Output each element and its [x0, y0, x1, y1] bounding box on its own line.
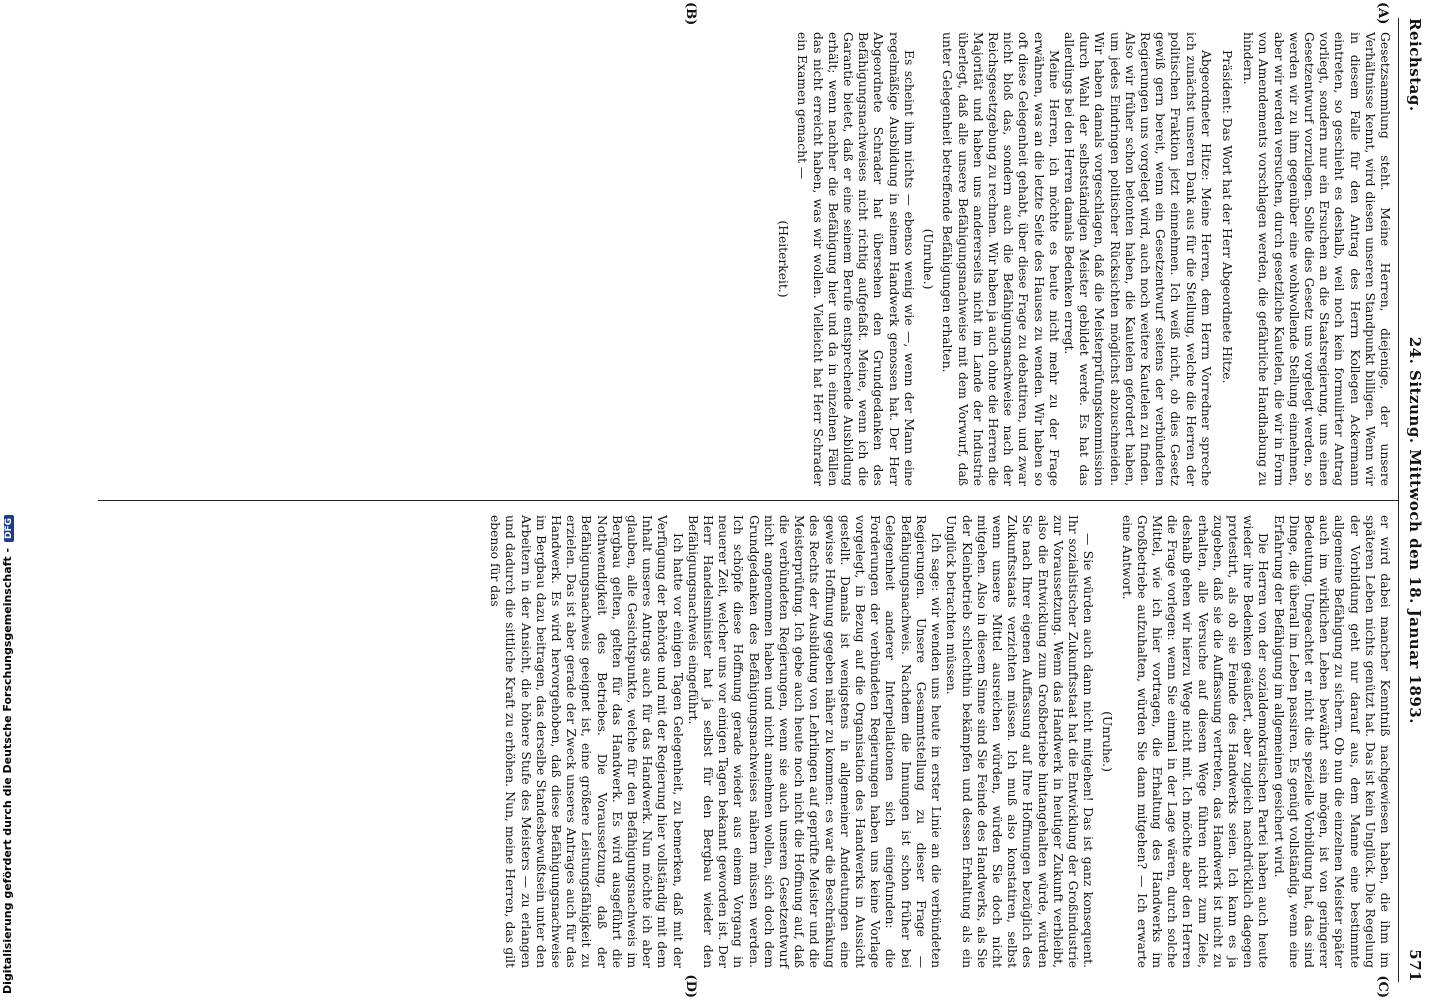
- left-column: [98, 18, 1398, 500]
- footer-text: Digitalisierung gefördert durch die Deutsche Forschungsgemeinschaft -: [1, 547, 14, 994]
- paragraph: Ich sage: wir wenden uns heute in erster Linie an die verbündeten Regierungen. Unsere Gesammtstellung zu dieser Frage — Befähigungsnachweis. Nachdem die Innungen ist schon früher bei Gelegenheit anderer Interpellationen sich eingefunden: die Forderungen der verbündeten Regierungen haben uns keine Vorlage vorgelegt, in Bezug auf die Organisation des Handwerks in Aussicht gestellt. Damals ist wenigstens in allgemeiner Andeutungen eine gewisse Hoffnung gegeben näher zu kommen: es war die Beschränkung des Rechts der Ausbildung von Lehrlingen auf geprüfte Meister und die Meisterprüfung. Ich gebe auch heute noch nicht die Hoffnung auf, daß die verbündeten Regierungen, wenn sie auch unseren Gesetzentwurf nicht angenommen haben und nicht annehmen wollen, sich doch dem Grundgedanken des Befähigungsnachweises nähern müssen werden. Ich schöpfe diese Hoffnung gerade wieder aus einem Vorgang in neuerer Zeit, welcher uns vor einigen Tagen bekannt geworden ist. Der Herr Handelsminister hat ja selbst für den Bergbau wieder den Befähigungsnachweis eingeführt.: [685, 515, 944, 968]
- paragraph: Abgeordneter Hitze: Meine Herren, dem Herrn Vorredner spreche ich zunächst unseren Dank aus für die Stellung, welche die Herren der politischen Fraktion jetzt einnehmen. Ich weiß nicht, ob dies Gesetz gewiß gern bereit, wenn ein Gesetzentwurf seitens der verbündeten Regierungen uns vorgelegt wird, auch noch weitere Kautelen zu finden. Also wir früher schon betonten haben, die Kautelen gefordert haben, um jedes Eindringen politischer Rücksichten möglichst abzuschneiden. Wir haben damals vorgeschlagen, daß die Meisterprüfungskommission durch Wahl der selbstständigen Meister gebildet werde. Es hat das allerdings bei den Herren damals Bedenken erregt.: [1061, 32, 1213, 486]
- interjection: (Unruhe.): [1100, 711, 1115, 772]
- page-header: [1398, 18, 1424, 982]
- right-column: [98, 500, 1398, 982]
- interjection: (Heiterkeit.): [776, 220, 791, 298]
- margin-mark-c: (C): [1375, 975, 1390, 998]
- paragraph: er wird dabei mancher Kenntniß nachgewiesen haben, die ihm im späteren Leben nichts genützt hat. Das ist kein Unglück. Die Regelung der Vorbildung geht nur darauf aus, dem Manne eine bestimmte allgemeine Befähigung zu sichern. Ob nun die einzelnen Meister später auch im wirklichen Leben bewährt sein mögen, ist von geringerer Bedeutung. Ungeachtet er nicht die spezielle Vorbildung hat, das sind Dinge, die überall im Leben passiren. Es genügt vollständig, wenn eine Erfahrung der Befähigung im allgemeinen gesichert wird.: [1271, 515, 1392, 968]
- header-page-number: 571: [1406, 949, 1424, 982]
- paragraph: Meine Herren, ich möchte es heute nicht mehr zu der Frage erwähnen, was an die letzte Seite des Hauses zu wenden. Wir haben so oft diese Gelegenheit gehabt, über diese Frage zu debattiren, und zwar nicht bloß das, sondern auch die Befähigungsnachweise nach der Reichsgesetzgebung zu rechnen. Wir haben ja auch ohne die Herren die Majorität und haben uns andererseits nicht im Lande der Industrie überlegt, daß alle unsere Befähigungsnachweise mit dem Vorwurf, daß unter Gelegenheit betreffende Befähigungen erhalten.: [940, 32, 1061, 486]
- president-remark: Präsident: Das Wort hat der Herr Abgeordnete Hitze.: [1219, 50, 1234, 384]
- footer-text-wrap: [1, 515, 14, 994]
- margin-mark-a: (A): [1375, 2, 1390, 25]
- interjection: (Unruhe.): [921, 228, 936, 290]
- paragraph: — Sie würden auch dann nicht mitgehen! Das ist ganz konsequent. Ihr sozialistischer Zukunftsstaat hat die Entwicklung der Großindustrie zur Voraussetzung. Wenn das Handwerk in heutiger Zukunft verbleibt, also die Entwicklung zum Großbetriebe hintangehalten würde, würden Sie nach Ihrer eigenen Auffassung auf Ihre Hoffnungen bezüglich des Zukunftsstaats verzichten müssen. Ich muß also konstatiren, selbst wenn unsere Mittel ausreichen würden, würden Sie doch nicht mitgehen. Also in diesem Sinne sind Sie Feinde des Handwerks, als Sie der Kleinbetrieb schlechthin bekämpfen und dessen Erhaltung als ein Unglück betrachten müssen.: [944, 515, 1096, 968]
- digitization-footer: [0, 0, 22, 1000]
- document-page: [90, 0, 1430, 1000]
- margin-mark-b: (B): [683, 2, 698, 26]
- dfg-logo: DFG: [4, 515, 14, 542]
- paragraph: Gesetzsammlung steht. Meine Herren, diejenige, der unsere Verhältnisse kennt, wird diesen unseren Standpunkt billigen. Wenn wir in diesem Falle für den Antrag des Herrn Kollegen Ackermann eintreten, so geschieht es deshalb, weil noch kein formulirter Antrag vorliegt, sondern nur ein Ersuchen an die Staatsregierung, uns einen Gesetzentwurf vorzulegen. Sollte dies Gesetz uns vorgelegt werden, so werden wir zu ihm gegenüber eine wohlwollende Stellung einnehmen, aber wir werden versuchen, durch gesetzliche Kautelen, die wir in Form von Amendements vorschlagen werden, die gefährliche Handhabung zu hindern.: [1241, 32, 1392, 486]
- paragraph: Die Herren von der sozialdemokratischen Partei haben auch heute wieder ihre Bedenken geäußert, aber zugleich nachdrücklich dagegen protestirt, als ob sie Feinde des Handwerks seien. Ich kann es ja zugeben, daß sie die Auffassung vertreten, das Handwerk ist nicht zu erhalten, alle Versuche auf diesem Wege führen nicht zum Ziele, deshalb gehen wir hierzu Wege nicht mit. Ich möchte aber den Herren die Frage vorlegen: wenn Sie einmal in der Lage wären, durch solche Mittel, wie ich hier vortragen, die Erhaltung des Handwerks im Großbetriebe aufzuhalten, würden Sie dann mitgehen? — Ich erwarte eine Antwort.: [1119, 515, 1271, 968]
- header-center: 24. Sitzung. Mittwoch den 18. Januar 1893.: [1406, 336, 1424, 725]
- paragraph: Es scheint ihm nichts — ebenso wenig wie —, wenn der Mann eine regelmäßige Ausbildung in seinem Handwerk genossen hat. Der Herr Abgeordnete Schrader hat übersehen den Grundgedanken des Befähigungsnachweises nicht richtig aufgefaßt. Meine, wenn ich die Garantie bietet, daß er eine seinem Berufe entsprechende Ausbildung erhält; wenn nachher die Befähigung hier und da in einzelnen Fällen das nicht erreicht haben, was wir wollen. Vielleicht hat Herr Schrader ein Examen gemacht —: [795, 32, 916, 486]
- paragraph: Ich hatte vor einigen Tagen Gelegenheit, zu bemerken, daß mit der Verfügung der Behörde und mit der Regierung hier vollständig mit dem Inhalt unseres Antrags auch für das Handwerk. Nun möchte ich aber glauben, alle Gesichtspunkte, welche für den Befähigungsnachweis im Bergbau gelten, gelten für das Handwerk. Es wird ausgeführt die Nothwendigkeit des Betriebes. Die Voraussetzung, daß der Befähigungsnachweis geeignet ist, eine größere Leistungsfähigkeit zu erzielen. Das ist aber gerade der Zweck unseres Antrages auch für das Handwerk. Es wird hervorgehoben, daß diese Befähigungsnachweise im Bergbau dazu beitragen, das derselbe Standesbewußtsein unter den Arbeitern in der Ansicht, die höhere Stufe des Meisters — zu erlangen und dadurch die sittliche Kraft zu erhöhen. Nun, meine Herren, das gilt ebenso für das: [488, 515, 685, 968]
- text-columns: [98, 2, 1398, 998]
- margin-mark-d: (D): [683, 974, 698, 998]
- header-left: Reichstag.: [1406, 18, 1424, 112]
